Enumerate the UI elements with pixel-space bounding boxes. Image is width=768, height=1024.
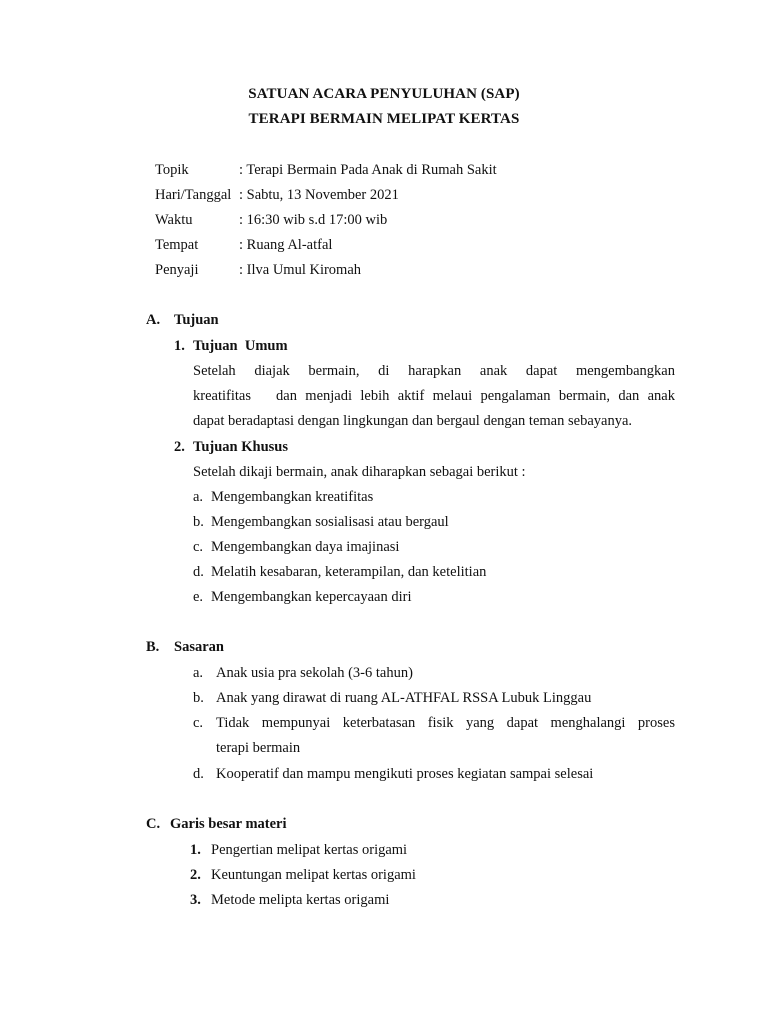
- list-item: Metode melipta kertas origami: [211, 892, 390, 908]
- list-item: Keuntungan melipat kertas origami: [211, 867, 416, 883]
- info-label-tempat: Tempat: [155, 237, 199, 253]
- info-value-waktu: : 16:30 wib s.d 17:00 wib: [239, 212, 388, 228]
- list-item-marker: d.: [193, 766, 204, 782]
- list-item: Pengertian melipat kertas origami: [211, 842, 408, 858]
- tujuan-umum-number: 1.: [174, 338, 185, 354]
- list-item: Mengembangkan daya imajinasi: [211, 539, 400, 555]
- document-title-line2: TERAPI BERMAIN MELIPAT KERTAS: [248, 111, 520, 127]
- section-c-heading: Garis besar materi: [170, 816, 287, 832]
- list-item-marker: a.: [193, 489, 204, 505]
- list-item-marker: b.: [193, 690, 204, 706]
- info-value-hari-tanggal: : Sabtu, 13 November 2021: [239, 187, 399, 203]
- list-item: Kooperatif dan mampu mengikuti proses kegiatan sampai selesai: [216, 766, 594, 782]
- info-label-waktu: Waktu: [155, 212, 193, 228]
- tujuan-khusus-heading: Tujuan Khusus: [193, 439, 288, 455]
- list-item-marker: b.: [193, 514, 204, 530]
- list-item-marker: c.: [193, 539, 204, 555]
- list-item-marker: 2.: [190, 867, 201, 883]
- info-label-hari-tanggal: Hari/Tanggal: [155, 187, 232, 203]
- list-item: Mengembangkan kreatifitas: [211, 489, 374, 505]
- list-item-marker: c.: [193, 715, 204, 731]
- info-value-topik: : Terapi Bermain Pada Anak di Rumah Sakit: [239, 162, 497, 178]
- list-item-marker: e.: [193, 589, 204, 605]
- tujuan-umum-line2: kreatifitas dan menjadi lebih aktif melaui pengalaman bermain, dan anak: [193, 388, 675, 404]
- section-b-heading: Sasaran: [174, 639, 224, 655]
- section-a-marker: A.: [146, 312, 161, 328]
- document-title-line1: SATUAN ACARA PENYULUHAN (SAP): [248, 86, 520, 102]
- list-item: Tidak mempunyai keterbatasan fisik yang dapat menghalangi proses: [216, 715, 675, 731]
- list-item-marker: 3.: [190, 892, 201, 908]
- list-item: Mengembangkan kepercayaan diri: [211, 589, 412, 605]
- tujuan-umum-heading: Tujuan Umum: [193, 338, 288, 354]
- tujuan-khusus-intro: Setelah dikaji bermain, anak diharapkan sebagai berikut :: [193, 464, 526, 480]
- info-label-penyaji: Penyaji: [155, 262, 199, 278]
- info-value-tempat: : Ruang Al-atfal: [239, 237, 333, 253]
- tujuan-umum-line3: dapat beradaptasi dengan lingkungan dan bergaul dengan teman sebayanya.: [193, 413, 633, 429]
- info-value-penyaji: : Ilva Umul Kiromah: [239, 262, 362, 278]
- list-item: Melatih kesabaran, keterampilan, dan ketelitian: [211, 564, 487, 580]
- tujuan-umum-line1: Setelah diajak bermain, di harapkan anak dapat mengembangkan: [193, 363, 675, 379]
- list-item-marker: d.: [193, 564, 204, 580]
- list-item: Anak yang dirawat di ruang AL-ATHFAL RSSA Lubuk Linggau: [216, 690, 592, 706]
- section-c-marker: C.: [146, 816, 161, 832]
- list-item: Mengembangkan sosialisasi atau bergaul: [211, 514, 449, 530]
- section-a-heading: Tujuan: [174, 312, 219, 328]
- list-item-marker: 1.: [190, 842, 201, 858]
- list-item-continuation: terapi bermain: [216, 740, 301, 756]
- list-item: Anak usia pra sekolah (3-6 tahun): [216, 665, 413, 681]
- tujuan-khusus-number: 2.: [174, 439, 185, 455]
- section-b-marker: B.: [146, 639, 160, 655]
- list-item-marker: a.: [193, 665, 204, 681]
- info-label-topik: Topik: [155, 162, 189, 178]
